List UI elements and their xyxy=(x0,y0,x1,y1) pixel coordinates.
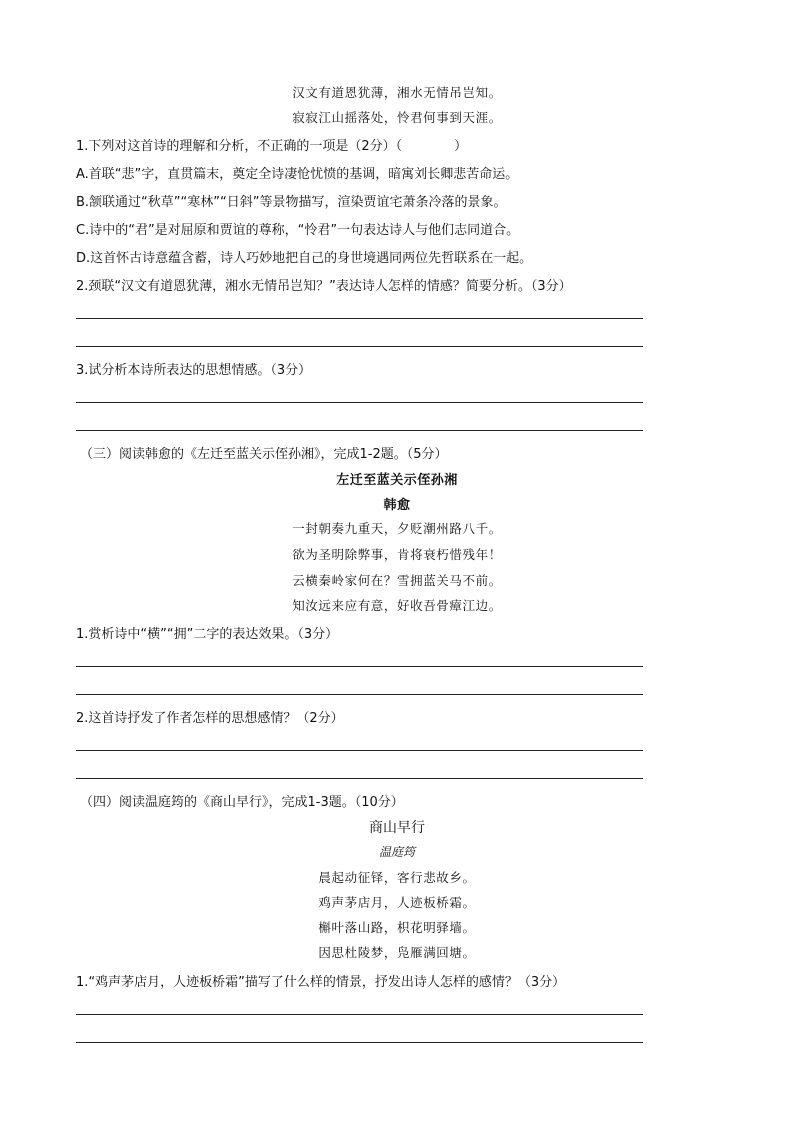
option-a: A.首联“悲”字，直贯篇末，奠定全诗凄怆忧愤的基调，暗寓刘长卿悲苦命运。 xyxy=(76,167,519,182)
answer-line[interactable] xyxy=(76,1014,643,1015)
poem-line: 汉文有道恩犹薄，湘水无情吊岂知。 xyxy=(292,85,502,100)
poem-title: 左迁至蓝关示侄孙湘 xyxy=(336,473,458,488)
answer-line[interactable] xyxy=(76,750,643,751)
answer-line[interactable] xyxy=(76,346,643,347)
section-3-heading: （三）阅读韩愈的《左迁至蓝关示侄孙湘》，完成1-2题。（5分） xyxy=(80,447,448,462)
poem-line: 一封朝奏九重天，夕贬潮州路八千。 xyxy=(292,521,502,536)
poem-title: 商山早行 xyxy=(369,820,425,836)
question-3-stem: 3.试分析本诗所表达的思想情感。（3分） xyxy=(76,363,312,378)
poem-line: 寂寂江山摇落处，怜君何事到天涯。 xyxy=(292,110,502,125)
poem-line: 槲叶落山路，枳花明驿墙。 xyxy=(318,920,476,935)
poem-line: 知汝远来应有意，好收吾骨瘴江边。 xyxy=(292,598,502,613)
answer-line[interactable] xyxy=(76,318,643,319)
option-d: D.这首怀古诗意蕴含蓄，诗人巧妙地把自己的身世境遇同两位先哲联系在一起。 xyxy=(76,251,533,266)
poem-author: 温庭筠 xyxy=(378,845,415,859)
option-c: C.诗中的“君”是对屈原和贾谊的尊称，“怜君”一句表达诗人与他们志同道合。 xyxy=(76,223,520,238)
answer-line[interactable] xyxy=(76,402,643,403)
question-2-stem: 2.颈联“汉文有道恩犹薄，湘水无情吊岂知？”表达诗人怎样的情感？简要分析。（3分） xyxy=(76,279,572,294)
answer-line[interactable] xyxy=(76,1042,643,1043)
poem-author: 韩愈 xyxy=(383,498,411,513)
poem-line: 云横秦岭家何在？雪拥蓝关马不前。 xyxy=(292,573,502,588)
poem-line: 欲为圣明除弊事，肯将衰朽惜残年！ xyxy=(292,547,502,562)
poem-line: 鸡声茅店月，人迹板桥霜。 xyxy=(318,895,476,910)
answer-line[interactable] xyxy=(76,778,643,779)
section-4-heading: （四）阅读温庭筠的《商山早行》，完成1-3题。（10分） xyxy=(80,795,404,810)
answer-line[interactable] xyxy=(76,430,643,431)
section-3-question-1: 1.赏析诗中“横”“拥”二字的表达效果。（3分） xyxy=(76,627,339,642)
answer-line[interactable] xyxy=(76,694,643,695)
poem-line: 因思杜陵梦，凫雁满回塘。 xyxy=(318,945,476,960)
option-b: B.颔联通过“秋草”“寒林”“日斜”等景物描写，渲染贾谊宅萧条冷落的景象。 xyxy=(76,195,507,210)
section-3-question-2: 2.这首诗抒发了作者怎样的思想感情？（2分） xyxy=(76,711,344,726)
answer-line[interactable] xyxy=(76,666,643,667)
section-4-question-1: 1.“鸡声茅店月，人迹板桥霜”描写了什么样的情景，抒发出诗人怎样的感情？（3分） xyxy=(76,975,566,990)
poem-line: 晨起动征铎，客行悲故乡。 xyxy=(318,870,476,885)
question-1-stem: 1.下列对这首诗的理解和分析，不正确的一项是（2分）（ ） xyxy=(76,139,468,154)
